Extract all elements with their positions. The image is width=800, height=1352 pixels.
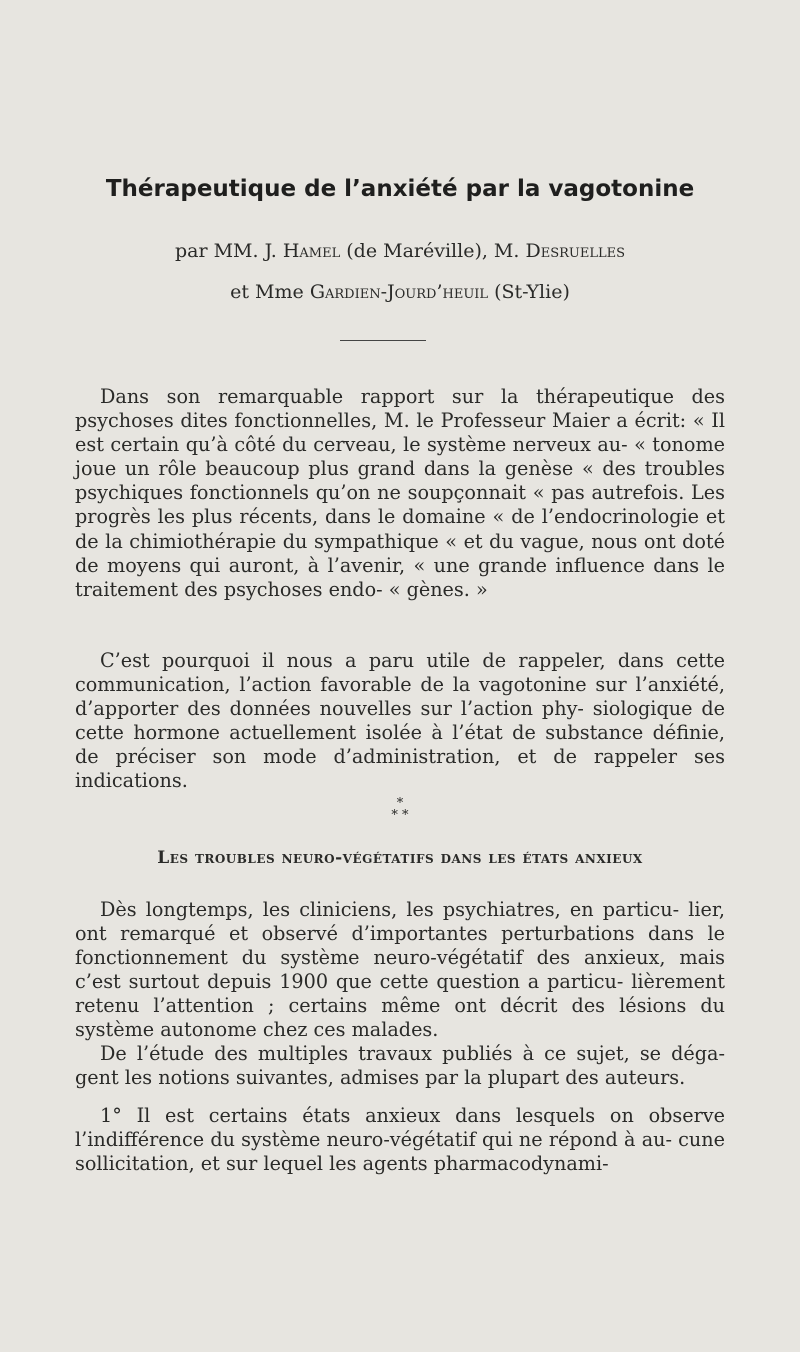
asterism-bottom: * * <box>391 808 409 823</box>
title-divider <box>340 340 426 341</box>
paragraph-purpose: C’est pourquoi il nous a paru utile de rappeler, dans cette communication, l’action favorable de la vagotonine sur l’anxiété, d’apporter des données nouvelles sur l’action phy- siologique de cette hormone actuellement isolée à l’état de substance définie, de préciser son mode d’administration, et de rappeler ses indications. <box>75 649 725 793</box>
author-hamel: Hamel <box>282 240 341 262</box>
authors-prefix-2: et Mme <box>230 281 304 303</box>
authors-line-2 <box>0 281 800 303</box>
paragraph-intro-quote: Dans son remarquable rapport sur la thérapeutique des psychoses dites fonctionnelles, M. le Professeur Maier a écrit: « Il est certain qu’à côté du cerveau, le système nerveux au- « tonome joue un rôle beaucoup plus grand dans la genèse « des troubles psychiques fonctionnels qu’on ne soupçonnait « pas autrefois. Les progrès les plus récents, dans le domaine « de l’endocrinologie et de la chimiothérapie du sympathique « et du vague, nous ont doté de moyens qui auront, à l’avenir, « une grande influence dans le traitement des psychoses endo- « gènes. » <box>75 385 725 601</box>
section-heading: Les troubles neuro-végétatifs dans les états anxieux <box>157 848 643 868</box>
authors-prefix: par MM. J. <box>174 240 277 262</box>
author-desruelles: Desruelles <box>525 240 626 262</box>
paragraph-history: Dès longtemps, les cliniciens, les psychiatres, en particu- lier, ont remarqué et observé d’importantes perturbations dans le fonctionnement du système neuro-végétatif des anxieux, mais c’est surtout depuis 1900 que cette question a particu- lièrement retenu l’attention ; certains même ont décrit des lésions du système autonome chez ces malades. <box>75 898 725 1042</box>
authors-line-1 <box>0 240 800 262</box>
paragraph-notions: De l’étude des multiples travaux publiés à ce sujet, se déga- gent les notions suivantes, admises par la plupart des auteurs. <box>75 1042 725 1090</box>
author-gardien-jourdheuil: Gardien-Jourd’heuil <box>309 281 489 303</box>
author-gardien-affiliation: (St-Ylie) <box>494 281 570 303</box>
article-title: Thérapeutique de l’anxiété par la vagotonine <box>105 176 695 202</box>
section-asterism <box>0 798 800 822</box>
asterism-top: * <box>396 796 404 811</box>
paragraph-point-1: 1° Il est certains états anxieux dans lesquels on observe l’indifférence du système neuro-végétatif qui ne répond à au- cune sollicitation, et sur lequel les agents pharmacodynami- <box>75 1104 725 1176</box>
author-hamel-affiliation: (de Maréville), M. <box>346 240 520 262</box>
